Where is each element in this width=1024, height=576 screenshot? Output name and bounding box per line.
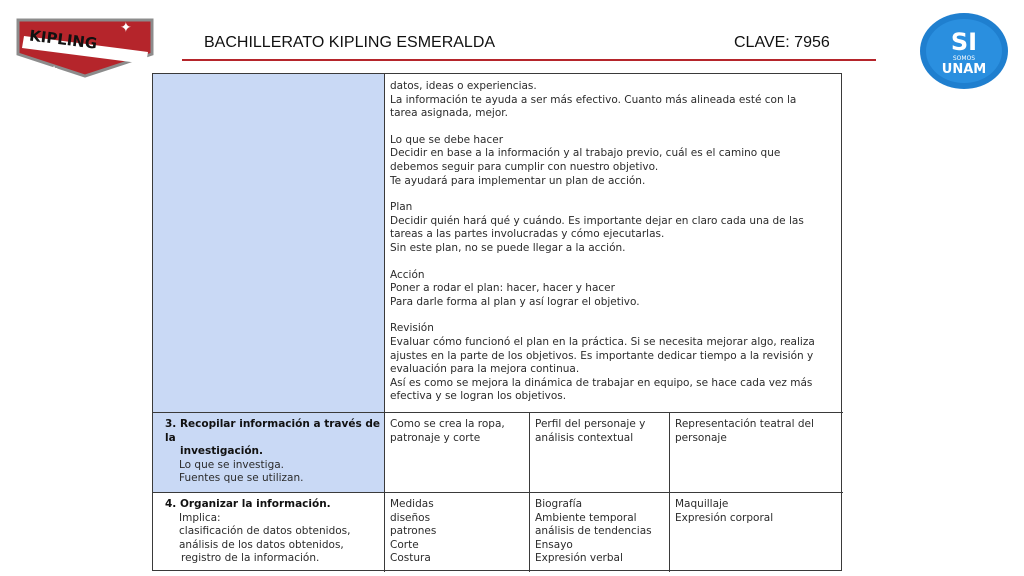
section-heading: Revisión xyxy=(390,322,434,335)
text-line: patrones xyxy=(390,525,437,538)
section-heading: Acción xyxy=(390,268,425,281)
unam-logo xyxy=(918,10,1010,92)
text-line: La información te ayuda a ser más efectivo. Cuanto más alineada esté con la xyxy=(390,93,797,106)
text-line: Corte xyxy=(390,538,419,551)
text-line: Te ayudará para implementar un plan de acción. xyxy=(390,174,646,187)
text-line: evaluación para la mejora continua. xyxy=(390,363,580,376)
text-line: efectiva y se logran los objetivos. xyxy=(390,390,567,403)
text-line: Como se crea la ropa, xyxy=(390,418,505,430)
step-3-title-cont: investigación. xyxy=(180,445,264,458)
text-line: Así es como se mejora la dinámica de trabajar en equipo, se hace cada vez más xyxy=(390,376,813,389)
text-line: Decidir quién hará qué y cuándo. Es importante dejar en claro cada una de las xyxy=(390,214,804,227)
text-line: Ensayo xyxy=(535,538,573,551)
text-line: Fuentes que se utilizan. xyxy=(179,472,304,485)
grid-line xyxy=(384,74,385,572)
grid-line xyxy=(153,492,843,493)
step-4-title: 4. Organizar la información. xyxy=(165,498,331,510)
school-code: CLAVE: 7956 xyxy=(734,34,830,51)
text-line: datos, ideas o experiencias. xyxy=(390,80,537,92)
unam-logo-si: SI xyxy=(950,28,978,56)
text-line: Poner a rodar el plan: hacer, hacer y hacer xyxy=(390,282,615,295)
kipling-logo xyxy=(12,14,158,80)
text-line: análisis de los datos obtenidos, xyxy=(179,538,344,551)
text-line: Perfil del personaje y xyxy=(535,418,646,430)
section-heading: Lo que se debe hacer xyxy=(390,133,504,146)
text-line: personaje xyxy=(675,431,727,444)
text-line: diseños xyxy=(390,511,431,524)
text-line: Representación teatral del xyxy=(675,418,814,430)
step-4-col2 xyxy=(390,498,526,566)
process-description-cell xyxy=(390,80,838,404)
step-4-col3 xyxy=(535,498,667,566)
text-line: Costura xyxy=(390,552,431,565)
step-3-col3 xyxy=(535,418,667,445)
grid-line xyxy=(529,412,530,572)
text-line: análisis contextual xyxy=(535,431,634,444)
text-line: ajustes en la parte de los objetivos. Es importante dedicar tiempo a la revisión y xyxy=(390,349,814,362)
text-line: Sin este plan, no se puede llegar a la acción. xyxy=(390,241,626,254)
text-line: Implica: xyxy=(179,511,221,524)
svg-text:✦: ✦ xyxy=(120,20,132,36)
unam-logo-somos: SOMOS xyxy=(952,55,976,62)
text-line: debemos seguir para cumplir con nuestro objetivo. xyxy=(390,160,659,173)
text-line: tareas a las partes involucradas y cómo ejecutarlas. xyxy=(390,228,665,241)
svg-text:★: ★ xyxy=(50,65,59,75)
text-line: Evaluar cómo funcionó el plan en la práctica. Si se necesita mejorar algo, realiza xyxy=(390,335,815,348)
text-line: patronaje y corte xyxy=(390,431,481,444)
text-line: Biografía xyxy=(535,498,583,510)
content-table xyxy=(152,73,842,571)
step-4-col4 xyxy=(675,498,839,525)
grid-line xyxy=(153,412,843,413)
kipling-logo-text: KIPLING xyxy=(28,26,99,53)
text-line: Medidas xyxy=(390,498,434,510)
text-line: clasificación de datos obtenidos, xyxy=(179,525,351,538)
text-line: Lo que se investiga. xyxy=(179,458,284,471)
grid-line xyxy=(669,412,670,572)
text-line: Expresión verbal xyxy=(535,552,623,565)
step-3-col4 xyxy=(675,418,839,445)
step-3-cell xyxy=(165,418,381,486)
text-line: análisis de tendencias xyxy=(535,525,652,538)
text-line: Para darle forma al plan y así lograr el objetivo. xyxy=(390,295,640,308)
header-divider xyxy=(182,59,876,61)
text-line: registro de la información. xyxy=(181,552,320,565)
step-3-col2 xyxy=(390,418,526,445)
text-line: Expresión corporal xyxy=(675,511,774,524)
text-line: Ambiente temporal xyxy=(535,511,637,524)
page-title: BACHILLERATO KIPLING ESMERALDA xyxy=(204,34,496,51)
unam-logo-unam: UNAM xyxy=(941,62,987,77)
step-3-title: 3. Recopilar información a través de la xyxy=(165,418,380,444)
step-4-cell xyxy=(165,498,381,566)
text-line: Maquillaje xyxy=(675,498,729,510)
text-line: Decidir en base a la información y al trabajo previo, cuál es el camino que xyxy=(390,147,781,160)
section-heading: Plan xyxy=(390,201,413,214)
text-line: tarea asignada, mejor. xyxy=(390,107,508,120)
